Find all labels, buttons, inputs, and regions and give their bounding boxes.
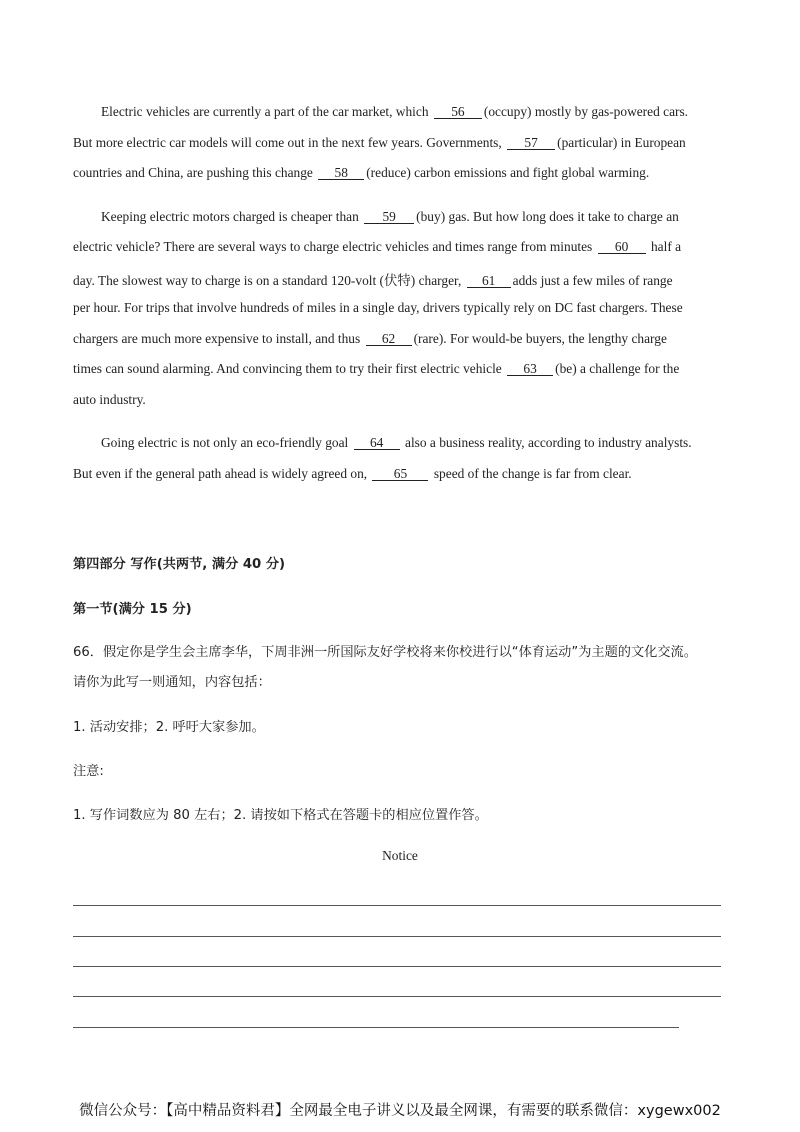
notes-text: 1. 写作词数应为 80 左右；2. 请按如下格式在答题卡的相应位置作答。 <box>73 808 488 823</box>
notice-title: Notice <box>382 848 418 863</box>
answer-line <box>73 936 721 937</box>
passage-text: But even if the general path ahead is widely agreed on, <box>73 466 368 481</box>
content-points: 1. 活动安排；2. 呼吁大家参加。 <box>73 720 265 735</box>
answer-line <box>73 905 721 906</box>
blank-56: 56 <box>434 105 482 119</box>
blank-64: 64 <box>354 436 400 450</box>
passage-line <box>73 392 146 408</box>
passage-text: (occupy) mostly by gas-powered cars. <box>483 104 689 119</box>
passage-line <box>73 165 649 181</box>
answer-line <box>73 996 721 997</box>
blank-59: 59 <box>364 210 414 224</box>
passage-text: times can sound alarming. And convincing them to try their first electric vehicle <box>73 361 502 376</box>
passage-text: (particular) in European <box>557 135 686 150</box>
blank-62: 62 <box>366 332 412 346</box>
passage-line <box>101 104 688 120</box>
passage-text: speed of the change is far from clear. <box>433 466 632 481</box>
question-66-line: 请你为此写一则通知，内容包括： <box>73 675 271 690</box>
passage-text: per hour. For trips that involve hundreds of miles in a single day, drivers typically rely on DC fast chargers. These <box>73 300 683 315</box>
passage-line <box>101 435 692 451</box>
passage-line <box>101 209 679 225</box>
passage-text: chargers are much more expensive to install, and thus <box>73 331 361 346</box>
passage-line <box>73 300 683 316</box>
passage-text: (buy) gas. But how long does it take to charge an <box>416 209 679 224</box>
passage-text: day. The slowest way to charge is on a standard 120-volt (伏特) charger, <box>73 273 462 288</box>
blank-57: 57 <box>507 136 555 150</box>
passage-text: Electric vehicles are currently a part of the car market, which <box>101 104 429 119</box>
passage-text: (be) a challenge for the <box>555 361 680 376</box>
answer-line <box>73 1027 679 1028</box>
blank-58: 58 <box>318 166 364 180</box>
passage-text: But more electric car models will come out in the next few years. Governments, <box>73 135 502 150</box>
blank-65: 65 <box>372 467 428 481</box>
passage-text: (reduce) carbon emissions and fight global warming. <box>366 165 650 180</box>
blank-61: 61 <box>467 274 511 288</box>
part-title: 第四部分 写作(共两节, 满分 40 分) <box>73 557 286 572</box>
answer-line <box>73 966 721 967</box>
passage-text: countries and China, are pushing this change <box>73 165 313 180</box>
blank-63: 63 <box>507 362 553 376</box>
passage-text: (rare). For would-be buyers, the lengthy charge <box>413 331 667 346</box>
section-title: 第一节(满分 15 分) <box>73 602 192 617</box>
passage-line <box>73 466 632 482</box>
passage-line <box>73 331 667 347</box>
passage-text: electric vehicle? There are several ways to charge electric vehicles and times range from minutes <box>73 239 593 254</box>
passage-text: adds just a few miles of range <box>512 273 673 288</box>
passage-text: Keeping electric motors charged is cheaper than <box>101 209 359 224</box>
passage-line <box>73 270 673 289</box>
passage-text: Going electric is not only an eco-friendly goal <box>101 435 349 450</box>
blank-60: 60 <box>598 240 646 254</box>
notes-label: 注意: <box>73 764 104 779</box>
passage-text: half a <box>650 239 682 254</box>
passage-text: also a business reality, according to industry analysts. <box>405 435 692 450</box>
passage-line <box>73 135 686 151</box>
passage-line <box>73 239 681 255</box>
question-66-line: 66．假定你是学生会主席李华，下周非洲一所国际友好学校将来你校进行以“体育运动”为主题的文化交流。 <box>73 645 697 660</box>
footer-promo-text: 微信公众号：【高中精品资料君】全网最全电子讲义以及最全网课，有需要的联系微信：xygewx002 <box>79 1103 721 1119</box>
passage-text: auto industry. <box>73 392 146 407</box>
passage-line <box>73 361 679 377</box>
